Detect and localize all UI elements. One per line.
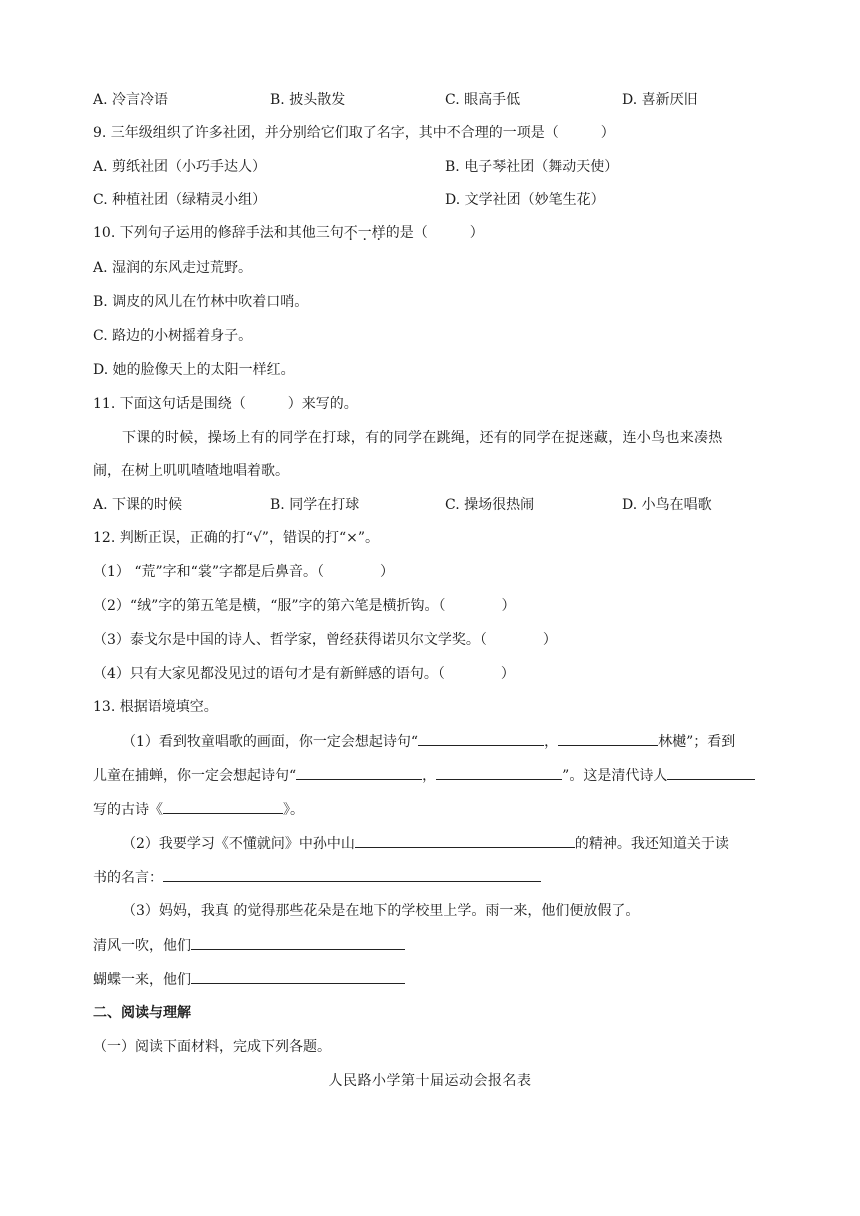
q10-option-b: B. 调皮的风儿在竹林中吹着口哨。	[93, 294, 309, 310]
fill-blank[interactable]	[191, 935, 405, 950]
q13-part4	[93, 935, 405, 956]
fill-blank[interactable]	[436, 765, 562, 780]
q10-option-a: A. 湿润的东风走过荒野。	[93, 260, 253, 276]
q13-text: （2）我要学习《不懂就问》中孙中山	[122, 836, 355, 852]
emphasis-char: 一	[357, 225, 372, 241]
q12-stem: 12. 判断正误，正确的打“√”，错误的打“×”。	[93, 530, 379, 546]
fill-blank[interactable]	[296, 765, 422, 780]
emphasis-char: 样	[371, 225, 386, 241]
fill-blank[interactable]	[418, 731, 544, 746]
q13-part1-line3	[93, 799, 304, 820]
q9-option-d: D. 文学社团（妙笔生花）	[445, 192, 605, 208]
q13-text: ，	[422, 768, 437, 784]
q9-option-c: C. 种植社团（绿精灵小组）	[93, 192, 267, 208]
q8-option-a: A. 冷言冷语	[93, 92, 169, 108]
q9-stem: 9. 三年级组织了许多社团，并分别给它们取了名字，其中不合理的一项是（ ）	[93, 125, 615, 141]
fill-blank[interactable]	[191, 969, 405, 984]
q13-part1-line1	[122, 731, 735, 752]
q13-text: 林樾”；看到	[658, 734, 736, 750]
fill-blank[interactable]	[558, 731, 658, 746]
q13-text: ”。这是清代诗人	[562, 768, 668, 784]
q13-part2-line2	[93, 867, 541, 888]
q11-passage-line-1: 下课的时候，操场上有的同学在打球，有的同学在跳绳，还有的同学在捉迷藏，连小鸟也来凑热	[122, 430, 723, 446]
q11-option-a: A. 下课的时候	[93, 497, 183, 513]
q13-part5	[93, 969, 405, 990]
q13-text: 蝴蝶一来，他们	[93, 972, 191, 988]
q12-item-4: （4）只有大家见都没见过的语句才是有新鲜感的语句。（ ）	[93, 666, 515, 682]
table-title: 人民路小学第十届运动会报名表	[328, 1073, 532, 1089]
q9-option-a: A. 剪纸社团（小巧手达人）	[93, 159, 267, 175]
q13-text: ，	[544, 734, 559, 750]
fill-blank[interactable]	[667, 765, 755, 780]
q10-option-c: C. 路边的小树摇着身子。	[93, 328, 253, 344]
q8-option-c: C. 眼高手低	[445, 92, 521, 108]
q13-part2-line1	[122, 833, 729, 854]
section-heading: 二、阅读与理解	[93, 1005, 191, 1021]
q11-option-b: B. 同学在打球	[270, 497, 360, 513]
q13-text: 儿童在捕蝉，你一定会想起诗句“	[93, 768, 297, 784]
q11-stem: 11. 下面这句话是围绕（ ）来写的。	[93, 396, 358, 412]
fill-blank[interactable]	[163, 799, 283, 814]
q13-text: 的精神。我还知道关于读	[574, 836, 729, 852]
q13-stem: 13. 根据语境填空。	[93, 699, 218, 715]
fill-blank[interactable]	[163, 867, 541, 882]
q12-item-3: （3）泰戈尔是中国的诗人、哲学家，曾经获得诺贝尔文学奖。（ ）	[93, 632, 557, 648]
q11-option-c: C. 操场很热闹	[445, 497, 535, 513]
q13-text: （1）看到牧童唱歌的画面，你一定会想起诗句“	[122, 734, 419, 750]
q10-option-d: D. 她的脸像天上的太阳一样红。	[93, 362, 295, 378]
q10-stem-text: 10. 下列句子运用的修辞手法和其他三句	[93, 225, 344, 241]
emphasis-char: 不	[343, 225, 358, 241]
q8-option-b: B. 披头散发	[270, 92, 346, 108]
q10-stem	[93, 223, 484, 243]
q13-part3: （3）妈妈，我真 的觉得那些花朵是在地下的学校里上学。雨一来，他们便放假了。	[122, 903, 640, 919]
q12-item-2: （2）“绒”字的第五笔是横，“服”字的第六笔是横折钩。（ ）	[93, 598, 516, 614]
q13-text: 写的古诗《	[93, 802, 163, 818]
q11-passage-line-2: 闹，在树上叽叽喳喳地唱着歌。	[93, 463, 289, 479]
q13-text: 书的名言：	[93, 870, 163, 886]
q8-option-d: D. 喜新厌旧	[622, 92, 698, 108]
q13-text: 》。	[283, 802, 304, 818]
q13-part1-line2	[93, 765, 755, 786]
q12-item-1: （1） “荒”字和“裳”字都是后鼻音。（ ）	[93, 564, 394, 580]
q10-stem-end: 的是（ ）	[385, 225, 484, 241]
q9-option-b: B. 电子琴社团（舞动天使）	[445, 159, 619, 175]
q11-option-d: D. 小鸟在唱歌	[622, 497, 712, 513]
section-subheading: （一）阅读下面材料，完成下列各题。	[93, 1039, 331, 1055]
q13-text: 清风一吹，他们	[93, 938, 191, 954]
fill-blank[interactable]	[355, 833, 575, 848]
